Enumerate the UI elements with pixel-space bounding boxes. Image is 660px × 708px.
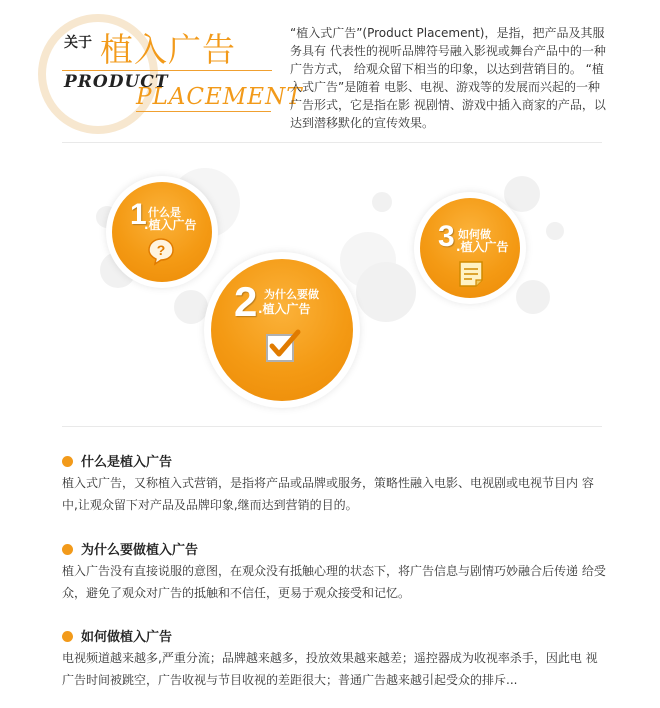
bullet-dot-icon — [62, 544, 73, 555]
step-2-circle[interactable] — [204, 252, 360, 408]
header-title-cn: 植入广告 — [100, 30, 236, 69]
decor-circle — [546, 222, 564, 240]
section-3-text: 电视频道越来越多,严重分流；品牌越来越多，投放效果越来越差；遥控器成为收视率杀手，因此电 视广告时间被跳空，广告收视与节目收视的差距很大；普通广告越来越引起受众的排斥... — [62, 651, 598, 687]
svg-text:?: ? — [156, 242, 166, 258]
decor-circle — [372, 192, 392, 212]
section-3-heading-text: 如何做植入广告 — [81, 630, 173, 645]
section-3-heading — [62, 626, 172, 645]
divider-top — [62, 142, 602, 143]
step-1-number: 1 — [130, 198, 147, 231]
step-3-circle[interactable] — [414, 192, 526, 304]
step-2-number: 2 — [234, 278, 258, 325]
step-3-label-bottom: .植入广告 — [456, 240, 509, 254]
intro-paragraph: “植入式广告”(Product Placement)，是指，把产品及其服务具有 代表性的视听品牌符号融入影视或舞台产品中的一种广告方式， 给观众留下相当的印象，以达到营销目的。 “植入式广告”是随着 电影、电视、游戏等的发展而兴起的一种广告形式，它是指在影 视剧情、游戏中插入商家的产品，以达到潜移默化的宣传效果。 — [290, 26, 606, 130]
divider-bottom — [62, 426, 602, 427]
question-bubble-icon — [146, 236, 176, 266]
note-icon — [458, 260, 484, 288]
checkbox-icon — [264, 328, 302, 364]
header-about-label: 关于 — [64, 35, 92, 51]
step-1-label-top: 什么是 — [148, 206, 181, 219]
step-3-label-top: 如何做 — [458, 228, 491, 241]
step-1-label-bottom: .植入广告 — [144, 218, 197, 232]
step-1-circle[interactable] — [106, 176, 218, 288]
header-underline — [62, 70, 272, 71]
section-2-heading — [62, 539, 198, 558]
step-3-number: 3 — [438, 220, 455, 253]
section-2-text: 植入广告没有直接说服的意图，在观众没有抵触心理的状态下，将广告信息与剧情巧妙融合后传递 给受众，避免了观众对广告的抵触和不信任，更易于观众接受和记忆。 — [62, 564, 606, 600]
bullet-dot-icon — [62, 456, 73, 467]
section-2-heading-text: 为什么要做植入广告 — [81, 543, 199, 558]
decor-circle — [504, 176, 540, 212]
decor-circle — [516, 280, 550, 314]
section-1-heading — [62, 451, 172, 470]
section-1-heading-text: 什么是植入广告 — [81, 455, 173, 470]
header-title-en-placement: PLACEMENT — [136, 84, 303, 110]
step-2-label-top: 为什么要做 — [264, 288, 319, 301]
decor-circle — [174, 290, 208, 324]
bullet-dot-icon — [62, 631, 73, 642]
section-1-text: 植入式广告，又称植入式营销，是指将产品或品牌或服务，策略性融入电影、电视剧或电视节目内 容中,让观众留下对产品及品牌印象,继而达到营销的目的。 — [62, 476, 594, 512]
header-title-en-product: PRODUCT — [64, 72, 169, 92]
header-underline-2 — [136, 111, 271, 112]
decor-circle — [356, 262, 416, 322]
step-2-label-bottom: .植入广告 — [258, 302, 311, 316]
